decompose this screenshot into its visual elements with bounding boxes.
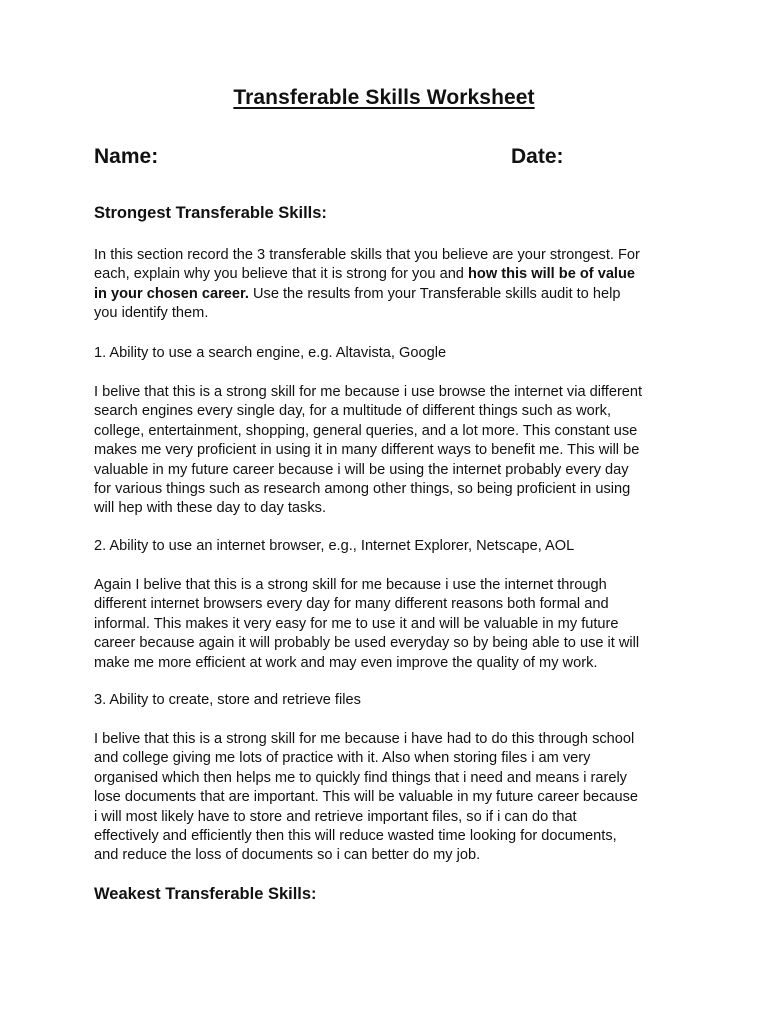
text-line: and college giving me lots of practice with it. Also when storing files i am very bbox=[94, 750, 591, 767]
text-line: I belive that this is a strong skill for me because i use browse the internet via different bbox=[94, 384, 643, 400]
name-label: Name: bbox=[94, 145, 159, 168]
text-line: lose documents that are important. This will be valuable in my future career because bbox=[94, 789, 639, 806]
text-line: college, entertainment, shopping, general queries, and a lot more. This constant use bbox=[94, 422, 638, 439]
intro-text: each, explain why you believe that it is strong for you and bbox=[94, 266, 468, 283]
text-line: will hep with these day to day tasks. bbox=[94, 500, 326, 517]
intro-text: Use the results from your Transferable skills audit to help bbox=[248, 285, 621, 302]
text-line: effectively and efficiently then this will reduce wasted time looking for documents, bbox=[94, 828, 617, 845]
text-line: makes me very proficient in using it in many different ways to benefit me. This will be bbox=[94, 442, 640, 459]
text-line: i will most likely have to store and retrieve important files, so if i can do that bbox=[94, 808, 577, 825]
intro-emphasis: how this will be of value bbox=[467, 266, 636, 283]
text-line: make me more efficient at work and may even improve the quality of my work. bbox=[94, 654, 598, 671]
intro-line bbox=[94, 285, 684, 304]
text-line: Again I belive that this is a strong skill for me because i use the internet through bbox=[94, 577, 607, 593]
skill-heading: 3. Ability to create, store and retrieve files bbox=[94, 692, 361, 708]
text-line: informal. This makes it very easy for me to use it and will be valuable in my future bbox=[94, 615, 619, 632]
intro-line: you identify them. bbox=[94, 305, 209, 322]
skill-heading: 2. Ability to use an internet browser, e.g., Internet Explorer, Netscape, AOL bbox=[94, 538, 575, 554]
skill-explanation bbox=[94, 383, 684, 519]
text-line: different internet browsers every day for many different reasons both formal and bbox=[94, 596, 609, 613]
date-label: Date: bbox=[511, 145, 564, 168]
text-line: search engines every single day, for a multitude of different things such as work, bbox=[94, 403, 612, 420]
intro-emphasis: in your chosen career. bbox=[94, 285, 249, 302]
skill-explanation bbox=[94, 730, 684, 866]
strongest-skills-heading: Strongest Transferable Skills: bbox=[94, 204, 327, 222]
skill-heading: 1. Ability to use a search engine, e.g. Altavista, Google bbox=[94, 345, 447, 361]
weakest-skills-heading: Weakest Transferable Skills: bbox=[94, 885, 317, 903]
text-line: and reduce the loss of documents so i can better do my job. bbox=[94, 847, 481, 864]
text-line: for various things such as research among other things, so being proficient in using bbox=[94, 481, 631, 498]
skill-explanation bbox=[94, 576, 684, 673]
text-line: I belive that this is a strong skill for me because i have had to do this through school bbox=[94, 731, 635, 747]
worksheet-title: Transferable Skills Worksheet bbox=[233, 86, 535, 109]
text-line: valuable in my future career because i will be using the internet probably every day bbox=[94, 461, 629, 478]
intro-paragraph bbox=[94, 246, 684, 324]
intro-line: In this section record the 3 transferable skills that you believe are your strongest. For bbox=[94, 247, 640, 263]
intro-line bbox=[94, 265, 684, 284]
text-line: career because again it will probably be used everyday so by being able to use it will bbox=[94, 635, 640, 652]
text-line: organised which then helps me to quickly find things that i need and means i rarely bbox=[94, 769, 627, 786]
